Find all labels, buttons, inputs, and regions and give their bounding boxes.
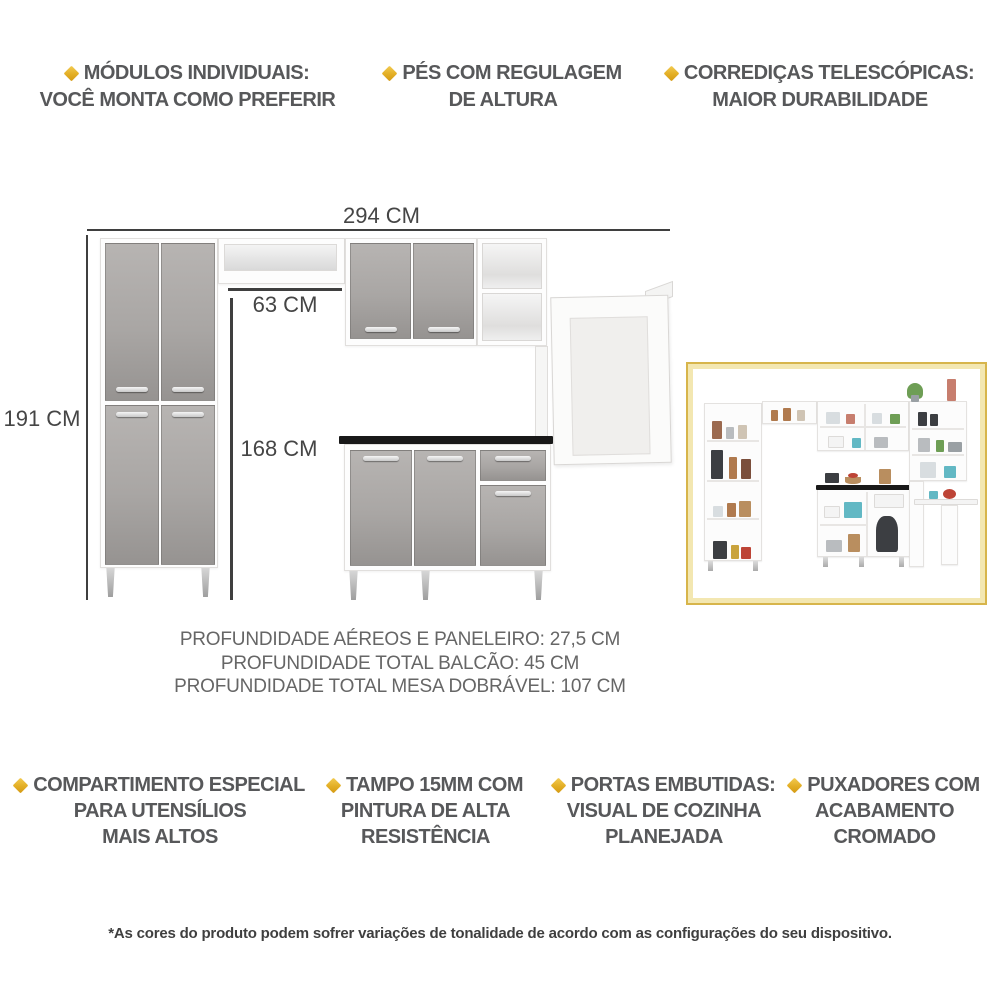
photo-item — [879, 469, 891, 484]
diamond-bullet-icon — [63, 66, 79, 82]
feature-text: COMPARTIMENTO ESPECIAL — [33, 774, 305, 796]
photo-item — [825, 473, 839, 483]
photo-item — [845, 477, 861, 484]
photo-wall-shelves — [817, 401, 909, 451]
cabinet-door — [161, 243, 215, 401]
photo-item — [918, 412, 927, 426]
paneleiro-cabinet — [100, 238, 218, 568]
shelf-opening — [482, 293, 542, 341]
drawer-handle — [495, 456, 531, 461]
feature-text: CORREDIÇAS TELESCÓPICAS: — [683, 62, 975, 84]
photo-item — [936, 440, 944, 452]
photo-item — [918, 438, 930, 452]
photo-item — [739, 501, 751, 517]
door-handle — [365, 327, 397, 332]
feature-line — [550, 772, 778, 798]
feature-line — [372, 60, 634, 87]
feature-text: VISUAL DE COZINHA — [566, 800, 762, 822]
wall-cabinet-doors — [345, 238, 477, 346]
photo-niche-shelf — [762, 401, 817, 424]
feature-portas-embutidas — [550, 772, 778, 850]
shelf-opening — [482, 243, 542, 289]
photo-item — [872, 413, 882, 424]
photo-item — [844, 502, 862, 518]
feature-text: MÓDULOS INDIVIDUAIS: — [83, 62, 310, 84]
depth-line: PROFUNDIDADE TOTAL BALCÃO: 45 CM — [220, 652, 580, 674]
photo-item — [846, 414, 855, 424]
photo-item — [948, 442, 962, 452]
diamond-bullet-icon — [13, 778, 29, 794]
photo-item — [771, 410, 778, 421]
depth-line: PROFUNDIDADE TOTAL MESA DOBRÁVEL: 107 CM — [174, 676, 626, 697]
photo-mixer — [876, 516, 898, 552]
depth-info — [100, 628, 700, 699]
dimension-label-total-width: 294 CM — [342, 203, 421, 228]
cabinet-leg — [348, 571, 359, 600]
photo-item — [713, 541, 727, 559]
feature-line — [318, 772, 533, 798]
photo-item — [943, 489, 956, 499]
feature-line — [650, 60, 990, 87]
dimension-line-width — [87, 229, 670, 231]
cabinet-leg — [533, 571, 544, 600]
photo-item — [828, 436, 844, 448]
feature-text: PORTAS EMBUTIDAS: — [570, 774, 776, 796]
feature-text: MAIOR DURABILIDADE — [712, 89, 928, 111]
feature-line — [30, 60, 345, 87]
photo-base-cabinet — [817, 487, 911, 557]
feature-text: RESISTÊNCIA — [361, 826, 490, 848]
photo-item — [711, 450, 723, 479]
dimension-line-niche — [228, 288, 342, 291]
wall-cabinet-shelves — [477, 238, 547, 346]
feature-puxadores — [782, 772, 987, 850]
countertop — [339, 436, 553, 444]
photo-item — [713, 506, 723, 517]
dimension-label-inner-height: 168 CM — [240, 436, 318, 461]
niche-opening — [224, 244, 337, 271]
photo-item — [929, 491, 938, 499]
diamond-bullet-icon — [664, 66, 680, 82]
door-handle — [172, 387, 204, 392]
feature-line — [10, 772, 310, 798]
photo-item — [874, 437, 888, 448]
diamond-bullet-icon — [326, 778, 342, 794]
depth-line: PROFUNDIDADE AÉREOS E PANELEIRO: 27,5 CM — [179, 629, 621, 650]
cabinet-door — [480, 485, 546, 566]
photo-item — [944, 466, 956, 478]
feature-text: PARA UTENSÍLIOS — [73, 800, 247, 822]
photo-item — [731, 545, 739, 559]
photo-item — [797, 410, 805, 421]
feature-compartimento — [10, 772, 310, 850]
door-handle — [428, 327, 460, 332]
photo-decor-tower — [947, 379, 956, 401]
feature-text: TAMPO 15MM COM — [345, 774, 524, 796]
feature-line — [782, 772, 987, 798]
dimension-label-paneleiro-height: 191 CM — [3, 406, 81, 431]
cabinet-door — [413, 243, 474, 339]
cabinet-door — [161, 405, 215, 565]
feature-corredicas — [650, 60, 990, 114]
door-handle — [172, 412, 204, 417]
photo-leg — [859, 557, 864, 567]
photo-item — [712, 421, 722, 439]
folding-table-underside — [570, 316, 651, 456]
photo-item — [726, 427, 734, 439]
cabinet-door — [414, 450, 476, 566]
photo-countertop — [816, 485, 914, 490]
photo-divider — [866, 492, 868, 556]
photo-shelf — [820, 524, 866, 526]
inset-photo — [686, 362, 987, 605]
photo-leg — [899, 557, 904, 567]
cabinet-door — [350, 450, 412, 566]
photo-plant-pot — [911, 395, 919, 402]
feature-text: PUXADORES COM — [807, 774, 980, 796]
cabinet-leg — [200, 568, 211, 597]
door-handle — [363, 456, 399, 461]
photo-shelf — [707, 480, 759, 482]
photo-item — [727, 503, 736, 517]
drawer-front — [480, 450, 546, 481]
door-handle — [495, 491, 531, 496]
door-handle — [427, 456, 463, 461]
base-cabinet — [344, 444, 551, 571]
photo-shelf — [912, 454, 964, 456]
photo-shelf — [707, 440, 759, 442]
feature-tampo — [318, 772, 533, 850]
cabinet-door — [105, 405, 159, 565]
feature-text: CROMADO — [833, 826, 936, 848]
cabinet-leg — [105, 568, 116, 597]
photo-item — [741, 459, 751, 479]
photo-item — [890, 414, 900, 424]
niche-shelf — [218, 238, 345, 284]
feature-modulos — [30, 60, 345, 114]
diamond-bullet-icon — [382, 66, 398, 82]
photo-drawer — [874, 494, 904, 508]
photo-leg — [823, 557, 828, 567]
photo-item — [826, 540, 842, 552]
cabinet-door — [350, 243, 411, 339]
photo-item — [741, 547, 751, 559]
photo-shelf — [820, 426, 906, 428]
photo-item — [783, 408, 791, 421]
dimension-line-inner-height — [230, 298, 233, 600]
photo-item — [729, 457, 737, 479]
photo-side-column — [909, 481, 924, 567]
cabinet-leg — [420, 571, 431, 600]
photo-item — [848, 534, 860, 552]
photo-shelf — [912, 428, 964, 430]
feature-text: PLANEJADA — [605, 826, 723, 848]
photo-item — [852, 438, 861, 448]
feature-text: PINTURA DE ALTA — [340, 800, 511, 822]
photo-shelf — [707, 518, 759, 520]
photo-paneleiro — [704, 403, 762, 561]
photo-leg — [708, 561, 713, 571]
feature-text: PÉS COM REGULAGEM — [402, 62, 622, 84]
folding-table — [550, 295, 671, 465]
door-handle — [116, 387, 148, 392]
photo-desk-panel — [941, 505, 958, 565]
photo-item — [824, 506, 840, 518]
photo-divider — [864, 404, 866, 450]
dimension-line-height — [86, 235, 88, 600]
door-handle — [116, 412, 148, 417]
diamond-bullet-icon — [550, 778, 566, 794]
photo-item — [920, 462, 936, 478]
dimension-label-niche-width: 63 CM — [252, 292, 318, 317]
photo-item — [930, 414, 938, 426]
feature-text: DE ALTURA — [448, 89, 558, 111]
photo-right-shelves — [909, 401, 967, 481]
feature-text: VOCÊ MONTA COMO PREFERIR — [39, 89, 336, 111]
photo-item — [848, 473, 858, 478]
photo-item — [738, 425, 747, 439]
diamond-bullet-icon — [787, 778, 803, 794]
photo-item — [826, 412, 840, 424]
cabinet-door — [105, 243, 159, 401]
feature-pes-regulagem — [372, 60, 634, 114]
photo-leg — [753, 561, 758, 571]
inset-photo-scene — [695, 371, 978, 596]
footer-disclaimer: *As cores do produto podem sofrer variações de tonalidade de acordo com as configurações do seu dispositivo. — [108, 925, 892, 942]
feature-text: MAIS ALTOS — [102, 826, 218, 848]
feature-text: ACABAMENTO — [814, 800, 955, 822]
side-panel-column — [535, 346, 548, 438]
